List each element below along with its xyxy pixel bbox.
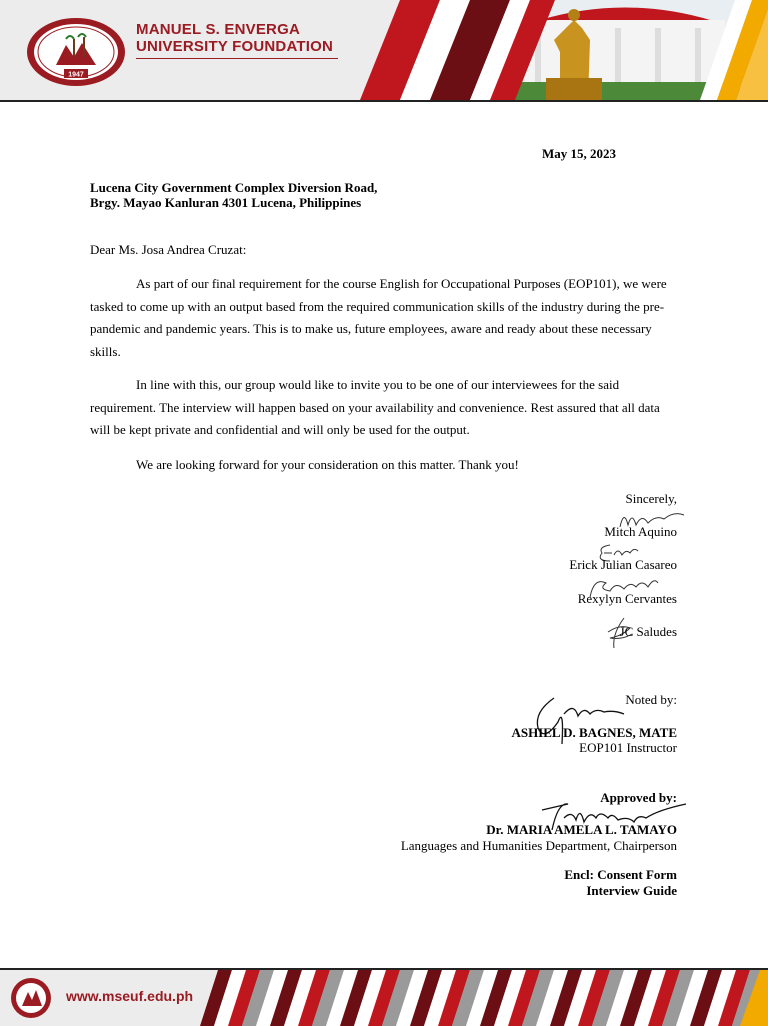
noted-by-label: Noted by: (625, 692, 677, 707)
body-paragraph-1: As part of our final requirement for the course English for Occupational Purposes (EOP101), we were tasked to come up with an output based from the required communication skills of the industry during the pre-pandemic and pandemic years. This is to make us, future employees, aware and ready about these necessary skills. (90, 276, 667, 359)
enclosure-line-1: Encl: Consent Form (564, 867, 677, 882)
closing: Sincerely, (625, 491, 677, 506)
footer-seal-icon (10, 976, 52, 1020)
university-name (136, 21, 338, 59)
signatory-2: Erick Julian Casareo (569, 557, 677, 572)
header-chevron-banner (360, 0, 768, 100)
approved-by-name: Dr. MARIA AMELA L. TAMAYO (486, 822, 677, 837)
letter-date: May 15, 2023 (542, 146, 617, 161)
signatory-1: Mitch Aquino (604, 524, 677, 539)
seal-year: 1947 (68, 71, 84, 79)
noted-by-name: ASHIEL D. BAGNES, MATE (511, 725, 677, 740)
salutation: Dear Ms. Josa Andrea Cruzat: (90, 242, 247, 257)
address-line-1: Lucena City Government Complex Diversion Road, (90, 180, 378, 195)
divider (136, 58, 338, 59)
university-name-line2: UNIVERSITY FOUNDATION (136, 38, 333, 55)
noted-by-title: EOP101 Instructor (579, 740, 677, 755)
university-seal-icon (26, 17, 126, 87)
approved-by-title: Languages and Humanities Department, Chairperson (400, 838, 677, 853)
signatory-3: Rexylyn Cervantes (577, 591, 677, 606)
approved-by-label: Approved by: (600, 790, 677, 805)
enclosure-line-2: Interview Guide (586, 883, 677, 898)
footer-chevron-banner (200, 970, 768, 1026)
page-footer (0, 968, 768, 1026)
body-paragraph-3: We are looking forward for your consideration on this matter. Thank you! (136, 457, 519, 472)
university-name-line1: MANUEL S. ENVERGA (136, 21, 300, 38)
letterhead (0, 0, 768, 102)
website-link[interactable]: www.mseuf.edu.ph (66, 988, 194, 1004)
recipient-address (90, 180, 377, 210)
signatory-4: JC Saludes (619, 624, 677, 639)
address-line-2: Brgy. Mayao Kanluran 4301 Lucena, Philippines (90, 195, 362, 210)
body-paragraph-2: In line with this, our group would like to invite you to be one of our interviewees for the said requirement. The interview will happen based on your availability and convenience. Rest assured that all data will be kept private and confidential and will only be used for the output. (90, 377, 660, 437)
